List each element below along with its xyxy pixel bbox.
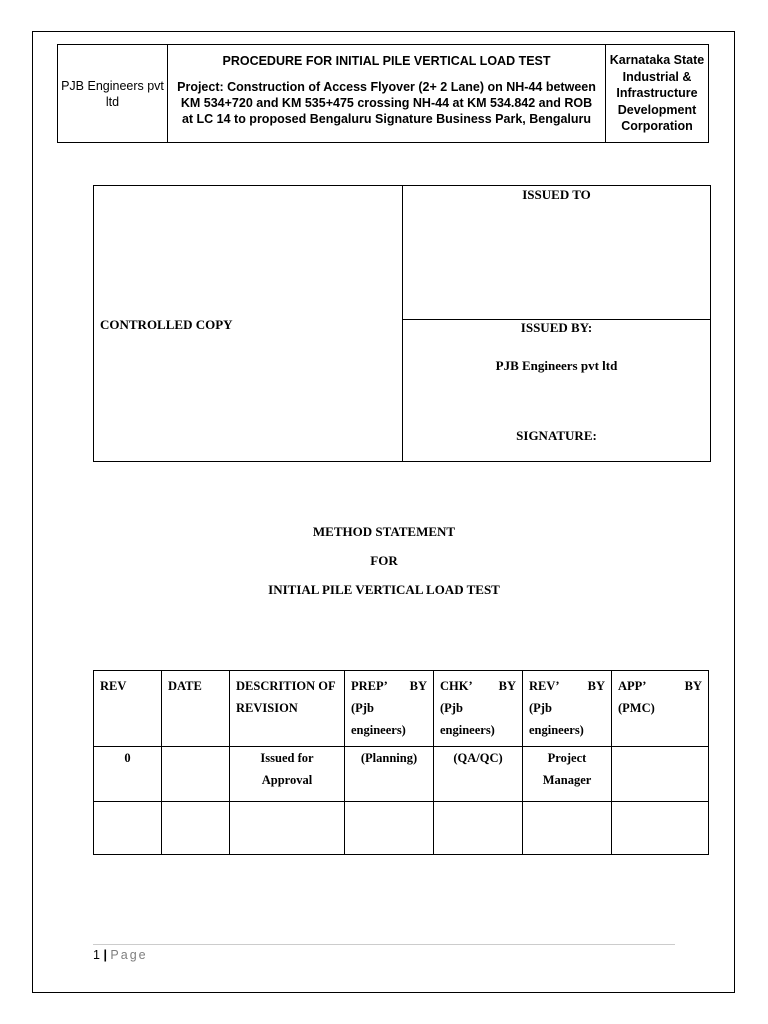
project-description: Project: Construction of Access Flyover (2+ 2 Lane) on NH-44 between KM 534+720 and KM 535+475 crossing NH-44 at KM 534.842 and ROB at LC 14 to proposed Bengaluru Signature Business Park, Bengaluru xyxy=(177,80,596,126)
header-title-cell xyxy=(168,45,606,142)
table-header-row xyxy=(94,671,709,747)
cell-checked-by: (QA/QC) xyxy=(434,747,523,802)
issued-by-label: ISSUED BY: xyxy=(520,320,593,335)
cell-checked-by xyxy=(434,802,523,855)
header-checked-by-line-2: (Pjb xyxy=(440,701,463,715)
cell-rev: 0 xyxy=(94,747,162,802)
cell-prepared-by: (Planning) xyxy=(345,747,434,802)
page-separator: | xyxy=(103,948,107,962)
header-approved-by-line-1: APP’ BY xyxy=(618,679,702,693)
cell-prepared-by xyxy=(345,802,434,855)
page-number: 1 xyxy=(93,948,100,962)
cell-approved-by xyxy=(612,747,709,802)
procedure-title: PROCEDURE FOR INITIAL PILE VERTICAL LOAD TEST xyxy=(222,54,551,68)
issued-to-label: ISSUED TO xyxy=(403,186,710,320)
company-name: PJB Engineers pvt ltd xyxy=(58,45,168,142)
header-reviewed-by-line-1: REV’ BY xyxy=(529,679,605,693)
method-statement-line-2: FOR xyxy=(370,553,398,568)
header-date: DATE xyxy=(162,671,230,747)
header-prepared-by-line-3: engineers) xyxy=(351,723,406,737)
page-footer xyxy=(93,948,148,962)
header-reviewed-by-line-3: engineers) xyxy=(529,723,584,737)
cell-date xyxy=(162,747,230,802)
header-checked-by-line-3: engineers) xyxy=(440,723,495,737)
header-prepared-by xyxy=(345,671,434,747)
method-statement-line-3: INITIAL PILE VERTICAL LOAD TEST xyxy=(268,582,500,597)
controlled-copy-cell xyxy=(94,186,403,461)
cell-description xyxy=(230,802,345,855)
header-checked-by xyxy=(434,671,523,747)
cell-approved-by xyxy=(612,802,709,855)
header-description: DESCRITION OF REVISION xyxy=(230,671,345,747)
cell-reviewed-by: Project Manager xyxy=(523,747,612,802)
header-reviewed-by xyxy=(523,671,612,747)
cell-rev xyxy=(94,802,162,855)
signature-label: SIGNATURE: xyxy=(516,428,597,443)
issuer-name: PJB Engineers pvt ltd xyxy=(495,358,618,373)
header-prepared-by-line-2: (Pjb xyxy=(351,701,374,715)
table-row xyxy=(94,802,709,855)
issue-cells xyxy=(403,186,710,461)
document-header xyxy=(57,44,709,143)
issued-by-cell xyxy=(403,320,710,461)
client-name: Karnataka State Industrial & Infrastructure Development Corporation xyxy=(609,53,705,134)
cell-description: Issued for Approval xyxy=(230,747,345,802)
table-row xyxy=(94,747,709,802)
cell-date xyxy=(162,802,230,855)
footer-divider xyxy=(93,944,675,945)
controlled-copy-label: CONTROLLED COPY xyxy=(100,317,233,332)
header-checked-by-line-1: CHK’ BY xyxy=(440,679,516,693)
header-approved-by xyxy=(612,671,709,747)
method-statement-line-1: METHOD STATEMENT xyxy=(312,524,456,539)
header-reviewed-by-line-2: (Pjb xyxy=(529,701,552,715)
header-prepared-by-line-1: PREP’ BY xyxy=(351,679,427,693)
page-label: Page xyxy=(110,948,148,962)
header-approved-by-line-2: (PMC) xyxy=(618,701,655,715)
cell-reviewed-by xyxy=(523,802,612,855)
controlled-copy-box xyxy=(93,185,711,462)
revision-table xyxy=(93,670,709,855)
header-rev: REV xyxy=(94,671,162,747)
